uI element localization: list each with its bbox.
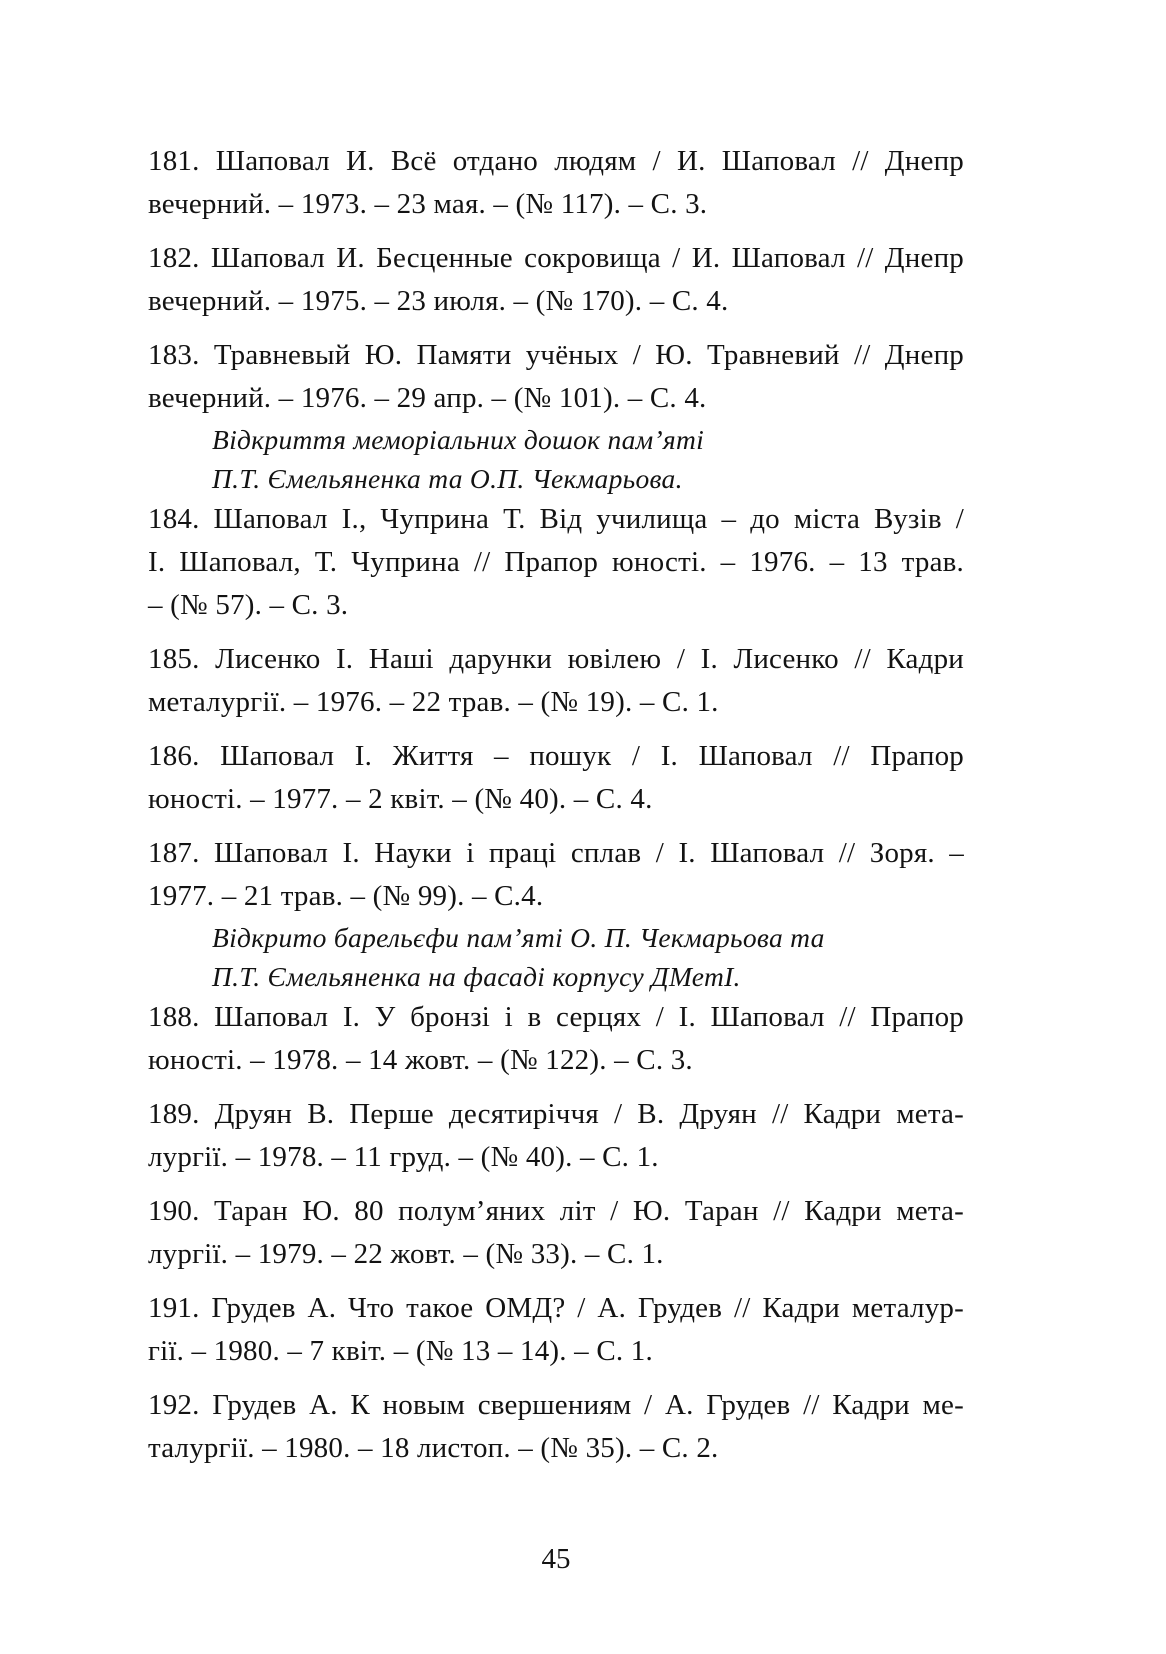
entry-line: 191. Грудев А. Что такое ОМД? / А. Грудев // Кадри металур- xyxy=(148,1292,964,1324)
bib-entry-184 xyxy=(148,498,964,627)
entry-line: 187. Шаповал І. Науки і праці сплав / І. Шаповал // Зоря. – xyxy=(148,837,964,869)
entry-line: талургії. – 1980. – 18 листоп. – (№ 35). – С. 2. xyxy=(148,1432,719,1464)
entry-line: 185. Лисенко І. Наші дарунки ювілею / І. Лисенко // Кадри xyxy=(148,643,964,675)
note-line: Відкриття меморіальних дошок пам’яті xyxy=(212,424,705,455)
bib-entry-185 xyxy=(148,638,964,724)
entry-line: 1977. – 21 трав. – (№ 99). – С.4. xyxy=(148,880,544,912)
bib-entry-190 xyxy=(148,1190,964,1276)
entry-line: 186. Шаповал І. Життя – пошук / І. Шаповал // Прапор xyxy=(148,740,964,772)
entry-line: лургії. – 1978. – 11 груд. – (№ 40). – С. 1. xyxy=(148,1141,659,1173)
bib-entry-191 xyxy=(148,1287,964,1373)
page-number: 45 xyxy=(541,1543,571,1575)
entry-line: вечерний. – 1976. – 29 апр. – (№ 101). – С. 4. xyxy=(148,382,707,414)
note-line: П.Т. Ємельяненка на фасаді корпусу ДМетІ. xyxy=(212,961,741,992)
entry-line: 190. Таран Ю. 80 полум’яних літ / Ю. Таран // Кадри мета- xyxy=(148,1195,964,1227)
entry-line: 181. Шаповал И. Всё отдано людям / И. Шаповал // Днепр xyxy=(148,145,964,177)
entry-line: гії. – 1980. – 7 квіт. – (№ 13 – 14). – С. 1. xyxy=(148,1335,653,1367)
note-line: Відкрито барельєфи пам’яті О. П. Чекмарьова та xyxy=(212,922,825,953)
bib-entry-186 xyxy=(148,735,964,821)
entry-line: 188. Шаповал І. У бронзі і в серцях / І. Шаповал // Прапор xyxy=(148,1001,964,1033)
entry-line: вечерний. – 1975. – 23 июля. – (№ 170). – С. 4. xyxy=(148,285,729,317)
bib-entry-182 xyxy=(148,237,964,323)
bib-entry-188 xyxy=(148,996,964,1082)
entry-note xyxy=(148,918,964,996)
bibliography-list xyxy=(148,140,964,1481)
entry-line: металургії. – 1976. – 22 трав. – (№ 19). – С. 1. xyxy=(148,686,719,718)
entry-line: 182. Шаповал И. Бесценные сокровища / И. Шаповал // Днепр xyxy=(148,242,964,274)
entry-line: 183. Травневый Ю. Памяти учёных / Ю. Травневий // Днепр xyxy=(148,339,964,371)
bib-entry-187 xyxy=(148,832,964,996)
entry-line: – (№ 57). – С. 3. xyxy=(148,589,349,621)
entry-line: юності. – 1978. – 14 жовт. – (№ 122). – С. 3. xyxy=(148,1044,693,1076)
bib-entry-181 xyxy=(148,140,964,226)
bib-entry-183 xyxy=(148,334,964,498)
entry-line: 192. Грудев А. К новым свершениям / А. Грудев // Кадри ме- xyxy=(148,1389,964,1421)
bib-entry-189 xyxy=(148,1093,964,1179)
entry-line: 189. Друян В. Перше десятиріччя / В. Друян // Кадри мета- xyxy=(148,1098,964,1130)
note-line: П.Т. Ємельяненка та О.П. Чекмарьова. xyxy=(212,463,683,494)
entry-line: вечерний. – 1973. – 23 мая. – (№ 117). – С. 3. xyxy=(148,188,708,220)
bib-entry-192 xyxy=(148,1384,964,1470)
entry-line: юності. – 1977. – 2 квіт. – (№ 40). – С. 4. xyxy=(148,783,653,815)
entry-line: 184. Шаповал І., Чуприна Т. Від училища – до міста Вузів / xyxy=(148,503,964,535)
entry-line: І. Шаповал, Т. Чуприна // Прапор юності. – 1976. – 13 трав. xyxy=(148,546,964,578)
entry-note xyxy=(148,420,964,498)
entry-line: лургії. – 1979. – 22 жовт. – (№ 33). – С. 1. xyxy=(148,1238,664,1270)
